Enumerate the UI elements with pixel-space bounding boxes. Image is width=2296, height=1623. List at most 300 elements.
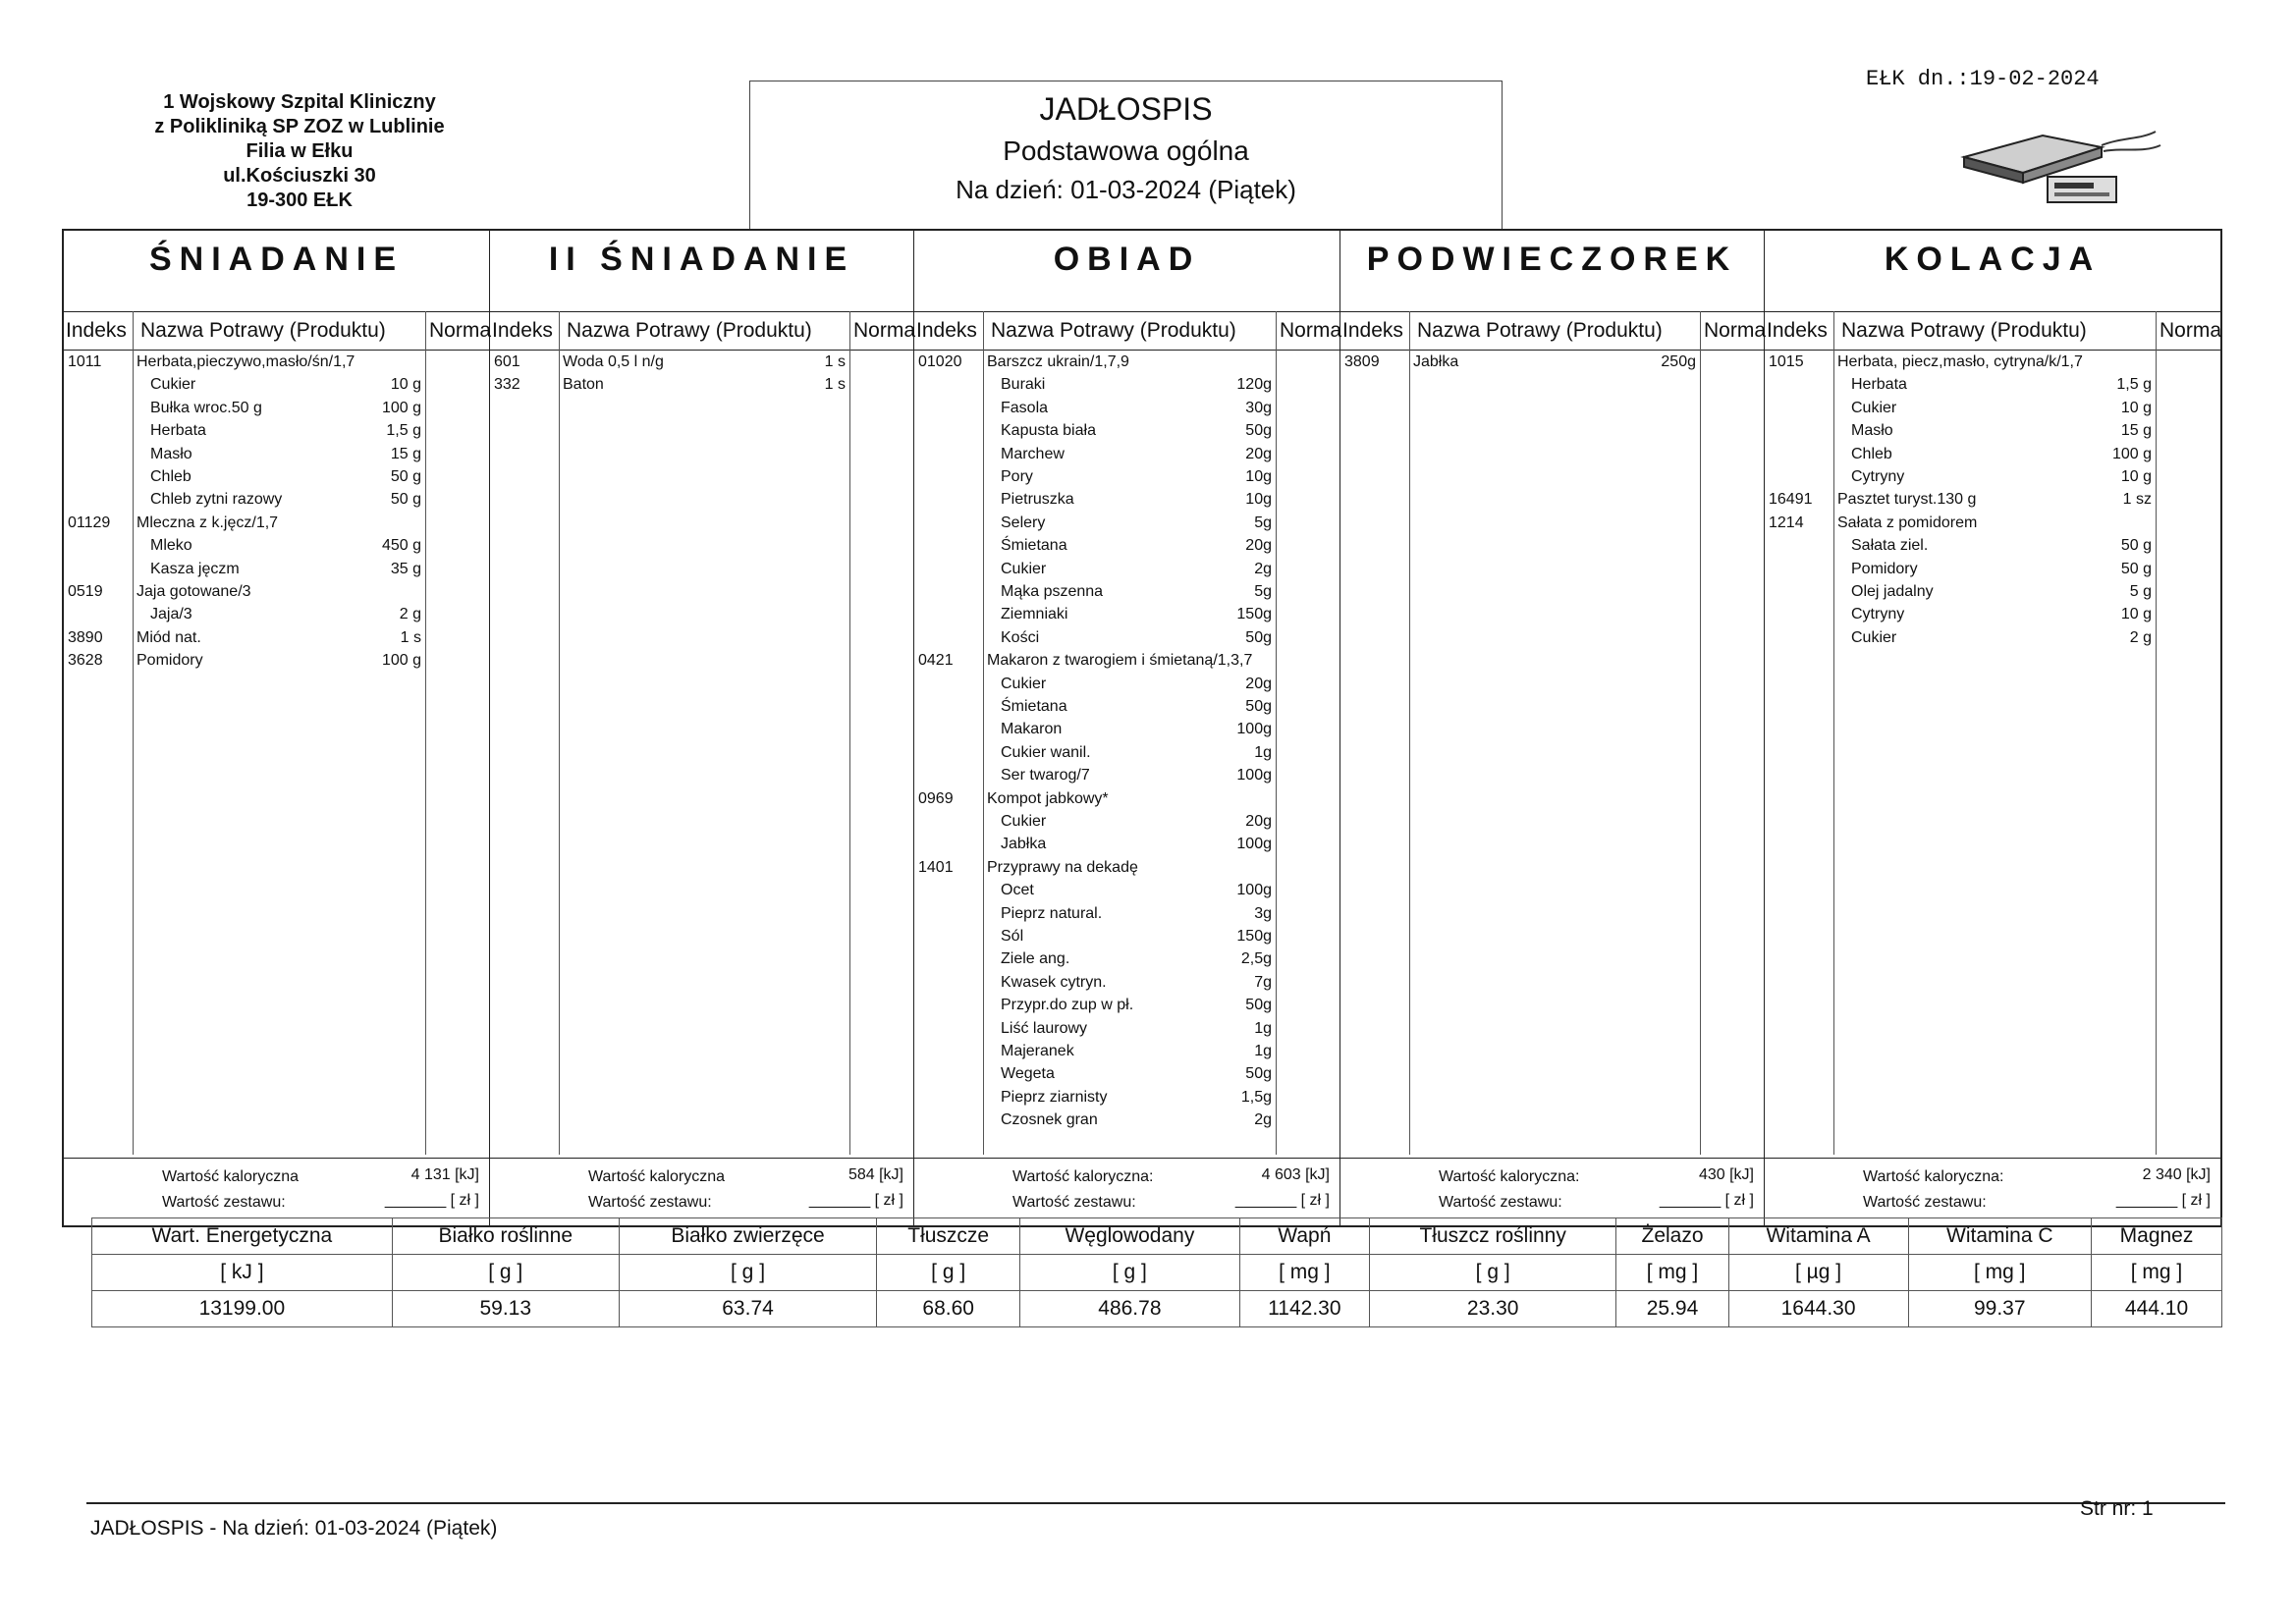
list-item [1765, 352, 2220, 372]
item-index: 16491 [1769, 491, 1813, 509]
item-name: Pietruszka [1001, 491, 1074, 509]
item-index: 3890 [68, 628, 103, 646]
list-item [1765, 375, 2220, 395]
column-header-norm: Norma [1280, 319, 1342, 342]
item-quantity: 10 g [2120, 399, 2152, 416]
nutrition-label: Żelazo [1616, 1218, 1728, 1255]
list-item [1340, 352, 1765, 372]
calorie-label: Wartość kaloryczna: [1012, 1168, 1154, 1185]
item-quantity: 2g [1254, 1111, 1272, 1129]
hospital-line: ul.Kościuszki 30 [223, 165, 376, 187]
column-header-name: Nazwa Potrawy (Produktu) [1841, 319, 2087, 342]
nutrition-unit: [ kJ ] [92, 1255, 393, 1291]
item-quantity: 450 g [381, 537, 421, 555]
list-item [914, 514, 1340, 533]
item-name: Barszcz ukrain/1,7,9 [987, 353, 1129, 370]
item-quantity: 50g [1245, 422, 1272, 440]
item-quantity: 50 g [2120, 560, 2152, 577]
meal-name: ŚNIADANIE [148, 241, 405, 278]
nutrition-label: Tłuszcze [877, 1218, 1020, 1255]
item-name: Ziele ang. [1001, 950, 1070, 968]
item-quantity: 5g [1254, 583, 1272, 600]
nutrition-value: 99.37 [1908, 1291, 2092, 1327]
item-quantity: 50g [1245, 628, 1272, 646]
calorie-label: Wartość kaloryczna: [1863, 1168, 2004, 1185]
item-quantity: 100 g [2111, 445, 2152, 462]
item-name: Cukier [1001, 675, 1047, 692]
item-name: Kwasek cytryn. [1001, 973, 1107, 991]
cost-label: Wartość zestawu: [588, 1194, 712, 1211]
meal-summary [1340, 1158, 1764, 1225]
nutrition-unit: [ g ] [877, 1255, 1020, 1291]
nutrition-value: 486.78 [1020, 1291, 1240, 1327]
cost-value: _______ [ zł ] [1659, 1192, 1754, 1209]
item-name: Majeranek [1001, 1043, 1074, 1059]
item-name: Pomidory [137, 652, 203, 670]
meal-summary [490, 1158, 913, 1225]
list-item [64, 421, 490, 441]
cost-label: Wartość zestawu: [1012, 1194, 1136, 1211]
item-quantity: 10 g [2120, 606, 2152, 623]
item-quantity: 2,5g [1240, 950, 1272, 968]
item-name: Śmietana [1001, 698, 1067, 715]
item-quantity: 5g [1254, 514, 1272, 531]
item-quantity: 150g [1236, 606, 1272, 623]
item-quantity: 20g [1245, 537, 1272, 555]
list-item [914, 490, 1340, 510]
list-item [64, 445, 490, 464]
item-quantity: 1g [1254, 1019, 1272, 1037]
column-header-index: Indeks [66, 319, 127, 342]
item-quantity: 20g [1245, 675, 1272, 692]
item-name: Miód nat. [137, 628, 201, 646]
item-quantity: 1g [1254, 1043, 1272, 1059]
item-index: 601 [494, 353, 520, 370]
nutrition-units-row [92, 1255, 2222, 1291]
meal-column [490, 231, 914, 1225]
column-header-norm: Norma [853, 319, 916, 342]
column-header-index: Indeks [492, 319, 553, 342]
list-item [914, 605, 1340, 624]
list-item [914, 973, 1340, 993]
page-number: Str nr: 1 [2080, 1497, 2154, 1520]
meal-summary [64, 1158, 489, 1225]
item-quantity: 100g [1236, 836, 1272, 853]
list-item [490, 375, 914, 395]
item-name: Jabłka [1413, 353, 1459, 370]
list-item [914, 467, 1340, 487]
list-item [1765, 536, 2220, 556]
list-item [64, 651, 490, 671]
item-name: Ser twarog/7 [1001, 767, 1090, 784]
list-item [914, 1019, 1340, 1039]
nutrition-label: Witamina C [1908, 1218, 2092, 1255]
cost-value: _______ [ zł ] [808, 1192, 903, 1209]
title-box [749, 81, 1503, 230]
list-item [914, 743, 1340, 763]
item-quantity: 100 g [381, 399, 421, 416]
list-item [914, 536, 1340, 556]
item-quantity: 20g [1245, 445, 1272, 462]
item-quantity: 50 g [390, 468, 421, 485]
item-name: Sałata z pomidorem [1837, 514, 1978, 531]
item-quantity: 5 g [2129, 583, 2152, 600]
meal-column [1765, 231, 2220, 1225]
list-item [64, 490, 490, 510]
column-header-index: Indeks [916, 319, 977, 342]
list-item [914, 1110, 1340, 1130]
list-item [1765, 582, 2220, 602]
book-computer-icon [1954, 118, 2170, 206]
column-header-name: Nazwa Potrawy (Produktu) [567, 319, 812, 342]
item-quantity: 35 g [390, 560, 421, 577]
list-item [914, 881, 1340, 900]
item-name: Kompot jabkowy* [987, 789, 1109, 807]
item-name: Cukier [1001, 813, 1047, 830]
item-quantity: 100 g [381, 652, 421, 670]
list-item [490, 352, 914, 372]
nutrition-value: 1142.30 [1239, 1291, 1369, 1327]
item-quantity: 1,5g [1240, 1088, 1272, 1106]
item-quantity: 50g [1245, 997, 1272, 1014]
item-name: Ocet [1001, 882, 1034, 899]
nutrition-value: 1644.30 [1728, 1291, 1908, 1327]
item-quantity: 50g [1245, 698, 1272, 715]
item-index: 3628 [68, 652, 103, 670]
list-item [1765, 490, 2220, 510]
list-item [914, 421, 1340, 441]
list-item [64, 582, 490, 602]
list-item [914, 675, 1340, 694]
diet-name: Podstawowa ogólna [1003, 135, 1249, 166]
item-quantity: 15 g [390, 445, 421, 462]
column-header-norm: Norma [1704, 319, 1767, 342]
meal-name: OBIAD [1053, 241, 1201, 278]
hospital-line: z Polikliniką SP ZOZ w Lublinie [154, 116, 445, 137]
item-name: Woda 0,5 l n/g [563, 353, 664, 370]
item-quantity: 2 g [2129, 628, 2152, 646]
item-name: Jaja gotowane/3 [137, 583, 251, 600]
footer-text: JADŁOSPIS - Na dzień: 01-03-2024 (Piątek) [90, 1517, 498, 1540]
item-quantity: 10 g [2120, 468, 2152, 485]
list-item [64, 467, 490, 487]
column-divider [849, 311, 850, 1155]
item-quantity: 250g [1661, 353, 1696, 370]
cost-label: Wartość zestawu: [162, 1194, 286, 1211]
item-name: Cukier [1851, 399, 1897, 416]
item-name: Śmietana [1001, 537, 1067, 555]
menu-table [62, 229, 2222, 1227]
column-header-norm: Norma [2159, 319, 2222, 342]
list-item [64, 536, 490, 556]
column-header-index: Indeks [1767, 319, 1828, 342]
item-index: 1011 [68, 353, 102, 370]
item-quantity: 10 g [390, 376, 421, 394]
item-name: Cytryny [1851, 606, 1905, 623]
column-header-name: Nazwa Potrawy (Produktu) [140, 319, 386, 342]
list-item [914, 1042, 1340, 1061]
item-index: 332 [494, 376, 520, 394]
item-index: 0519 [68, 583, 103, 600]
list-item [914, 697, 1340, 717]
item-name: Buraki [1001, 376, 1046, 394]
item-name: Pory [1001, 468, 1033, 485]
list-item [914, 1064, 1340, 1084]
item-name: Czosnek gran [1001, 1111, 1098, 1129]
list-item [914, 858, 1340, 878]
item-quantity: 1,5 g [386, 422, 421, 440]
calorie-value: 2 340 [kJ] [2142, 1166, 2211, 1183]
item-quantity: 1 sz [2122, 491, 2152, 509]
list-item [64, 605, 490, 624]
item-name: Pasztet turyst.130 g [1837, 491, 1977, 509]
item-name: Herbata,pieczywo,masło/śn/1,7 [137, 353, 355, 370]
list-item [1765, 514, 2220, 533]
item-name: Chleb [150, 468, 191, 485]
item-name: Herbata, piecz,masło, cytryna/k/1,7 [1837, 353, 2083, 370]
item-name: Przypr.do zup w pł. [1001, 997, 1134, 1014]
item-index: 0421 [918, 652, 954, 670]
list-item [64, 514, 490, 533]
nutrition-label: Magnez [2092, 1218, 2222, 1255]
item-name: Sałata ziel. [1851, 537, 1929, 555]
column-divider [559, 311, 560, 1155]
hospital-line: 19-300 EŁK [246, 189, 353, 211]
meal-column [64, 231, 490, 1225]
list-item [914, 904, 1340, 924]
item-name: Bułka wroc.50 g [150, 399, 262, 416]
list-item [64, 375, 490, 395]
calorie-value: 4 131 [kJ] [410, 1166, 479, 1183]
item-name: Chleb zytni razowy [150, 491, 283, 509]
item-index: 1214 [1769, 514, 1804, 531]
footer-divider [86, 1502, 2225, 1504]
list-item [914, 628, 1340, 648]
list-item [914, 651, 1340, 671]
item-name: Kości [1001, 628, 1040, 646]
item-name: Makaron z twarogiem i śmietaną/1,3,7 [987, 652, 1253, 670]
item-name: Kasza jęczm [150, 560, 240, 577]
item-quantity: 10g [1245, 491, 1272, 509]
item-name: Makaron [1001, 721, 1063, 738]
nutrition-table [91, 1217, 2222, 1327]
item-name: Fasola [1001, 399, 1049, 416]
item-index: 01129 [68, 514, 111, 531]
column-header-name: Nazwa Potrawy (Produktu) [1417, 319, 1663, 342]
item-name: Herbata [1851, 376, 1907, 394]
nutrition-label: Wart. Energetyczna [92, 1218, 393, 1255]
column-divider [1409, 311, 1410, 1155]
item-name: Pieprz ziarnisty [1001, 1088, 1108, 1106]
item-quantity: 2 g [399, 606, 421, 623]
meal-name: PODWIECZOREK [1366, 241, 1738, 278]
list-item [64, 560, 490, 579]
item-name: Masło [1851, 422, 1893, 440]
item-name: Liść laurowy [1001, 1019, 1088, 1037]
list-item [914, 352, 1340, 372]
item-name: Jabłka [1001, 836, 1047, 853]
list-item [1765, 421, 2220, 441]
list-item [64, 628, 490, 648]
item-quantity: 100g [1236, 882, 1272, 899]
item-name: Herbata [150, 422, 206, 440]
calorie-value: 430 [kJ] [1698, 1166, 1754, 1183]
nutrition-value: 63.74 [619, 1291, 877, 1327]
nutrition-unit: [ g ] [392, 1255, 619, 1291]
item-quantity: 1,5 g [2116, 376, 2152, 394]
item-index: 01020 [918, 353, 962, 370]
item-name: Jaja/3 [150, 606, 192, 623]
item-name: Olej jadalny [1851, 583, 1934, 600]
nutrition-value: 444.10 [2092, 1291, 2222, 1327]
nutrition-labels-row [92, 1218, 2222, 1255]
item-name: Ziemniaki [1001, 606, 1068, 623]
hospital-line: Filia w Ełku [246, 140, 354, 162]
item-name: Kapusta biała [1001, 422, 1096, 440]
list-item [1765, 467, 2220, 487]
nutrition-value: 13199.00 [92, 1291, 393, 1327]
cost-label: Wartość zestawu: [1439, 1194, 1562, 1211]
item-quantity: 30g [1245, 399, 1272, 416]
document-title: JADŁOSPIS [1039, 91, 1213, 127]
calorie-value: 4 603 [kJ] [1261, 1166, 1330, 1183]
item-name: Sól [1001, 928, 1024, 945]
list-item [914, 399, 1340, 418]
item-name: Przyprawy na dekadę [987, 858, 1138, 876]
nutrition-values-row [92, 1291, 2222, 1327]
item-name: Cukier [1001, 560, 1047, 577]
item-name: Cukier [150, 376, 196, 394]
item-name: Cukier [1851, 628, 1897, 646]
nutrition-label: Wapń [1239, 1218, 1369, 1255]
list-item [914, 789, 1340, 809]
cost-value: _______ [ zł ] [2115, 1192, 2211, 1209]
hospital-header [108, 90, 491, 213]
nutrition-unit: [ mg ] [2092, 1255, 2222, 1291]
item-quantity: 50 g [2120, 537, 2152, 555]
meal-column [914, 231, 1340, 1225]
item-name: Pomidory [1851, 560, 1918, 577]
item-quantity: 1 s [824, 376, 846, 394]
list-item [64, 399, 490, 418]
nutrition-label: Tłuszcz roślinny [1370, 1218, 1616, 1255]
nutrition-label: Białko roślinne [392, 1218, 619, 1255]
item-quantity: 50 g [390, 491, 421, 509]
item-index: 0969 [918, 789, 954, 807]
item-quantity: 100g [1236, 721, 1272, 738]
list-item [914, 949, 1340, 969]
item-quantity: 1g [1254, 743, 1272, 761]
nutrition-value: 68.60 [877, 1291, 1020, 1327]
list-item [914, 766, 1340, 785]
item-quantity: 100g [1236, 767, 1272, 784]
item-quantity: 10g [1245, 468, 1272, 485]
cost-label: Wartość zestawu: [1863, 1194, 1987, 1211]
item-name: Pieprz natural. [1001, 904, 1103, 922]
item-quantity: 120g [1236, 376, 1272, 394]
item-name: Wegeta [1001, 1065, 1055, 1083]
nutrition-unit: [ mg ] [1239, 1255, 1369, 1291]
nutrition-unit: [ mg ] [1908, 1255, 2092, 1291]
cost-value: _______ [ zł ] [1234, 1192, 1330, 1209]
cost-value: _______ [ zł ] [384, 1192, 479, 1209]
list-item [914, 835, 1340, 854]
list-item [1765, 628, 2220, 648]
calorie-label: Wartość kaloryczna [588, 1168, 725, 1185]
item-name: Chleb [1851, 445, 1892, 462]
item-index: 1015 [1769, 353, 1804, 370]
list-item [1765, 605, 2220, 624]
list-item [914, 445, 1340, 464]
list-item [64, 352, 490, 372]
print-date: EŁK dn.:19-02-2024 [1866, 67, 2100, 91]
item-name: Baton [563, 376, 604, 394]
item-quantity: 2g [1254, 560, 1272, 577]
nutrition-unit: [ µg ] [1728, 1255, 1908, 1291]
item-quantity: 7g [1254, 973, 1272, 991]
nutrition-value: 25.94 [1616, 1291, 1728, 1327]
meal-summary [914, 1158, 1339, 1225]
nutrition-unit: [ mg ] [1616, 1255, 1728, 1291]
list-item [1765, 560, 2220, 579]
column-header-index: Indeks [1342, 319, 1403, 342]
nutrition-label: Białko zwierzęce [619, 1218, 877, 1255]
item-name: Masło [150, 445, 192, 462]
meal-name: KOLACJA [1884, 241, 2102, 278]
item-name: Marchew [1001, 445, 1065, 462]
list-item [914, 927, 1340, 947]
list-item [914, 1088, 1340, 1108]
item-name: Cytryny [1851, 468, 1905, 485]
column-header-name: Nazwa Potrawy (Produktu) [991, 319, 1236, 342]
item-name: Selery [1001, 514, 1046, 531]
nutrition-label: Witamina A [1728, 1218, 1908, 1255]
item-quantity: 1 s [824, 353, 846, 370]
item-name: Mąka pszenna [1001, 583, 1104, 600]
list-item [914, 560, 1340, 579]
calorie-value: 584 [kJ] [847, 1166, 903, 1183]
item-quantity: 20g [1245, 813, 1272, 830]
meal-summary [1765, 1158, 2220, 1225]
calorie-label: Wartość kaloryczna [162, 1168, 299, 1185]
item-quantity: 1 s [400, 628, 421, 646]
list-item [914, 582, 1340, 602]
item-name: Mleko [150, 537, 192, 555]
nutrition-unit: [ g ] [619, 1255, 877, 1291]
nutrition-label: Węglowodany [1020, 1218, 1240, 1255]
item-quantity: 3g [1254, 904, 1272, 922]
item-name: Cukier wanil. [1001, 743, 1091, 761]
menu-date: Na dzień: 01-03-2024 (Piątek) [956, 175, 1296, 204]
list-item [914, 996, 1340, 1015]
column-header-norm: Norma [429, 319, 492, 342]
item-quantity: 150g [1236, 928, 1272, 945]
hospital-line: 1 Wojskowy Szpital Kliniczny [163, 91, 436, 113]
nutrition-unit: [ g ] [1370, 1255, 1616, 1291]
nutrition-value: 59.13 [392, 1291, 619, 1327]
list-item [1765, 399, 2220, 418]
meal-name: II ŚNIADANIE [548, 241, 855, 278]
column-divider [1700, 311, 1701, 1155]
list-item [914, 720, 1340, 739]
item-name: Mleczna z k.jęcz/1,7 [137, 514, 279, 531]
list-item [914, 375, 1340, 395]
item-quantity: 50g [1245, 1065, 1272, 1083]
list-item [1765, 445, 2220, 464]
nutrition-unit: [ g ] [1020, 1255, 1240, 1291]
item-index: 3809 [1344, 353, 1380, 370]
item-quantity: 15 g [2120, 422, 2152, 440]
